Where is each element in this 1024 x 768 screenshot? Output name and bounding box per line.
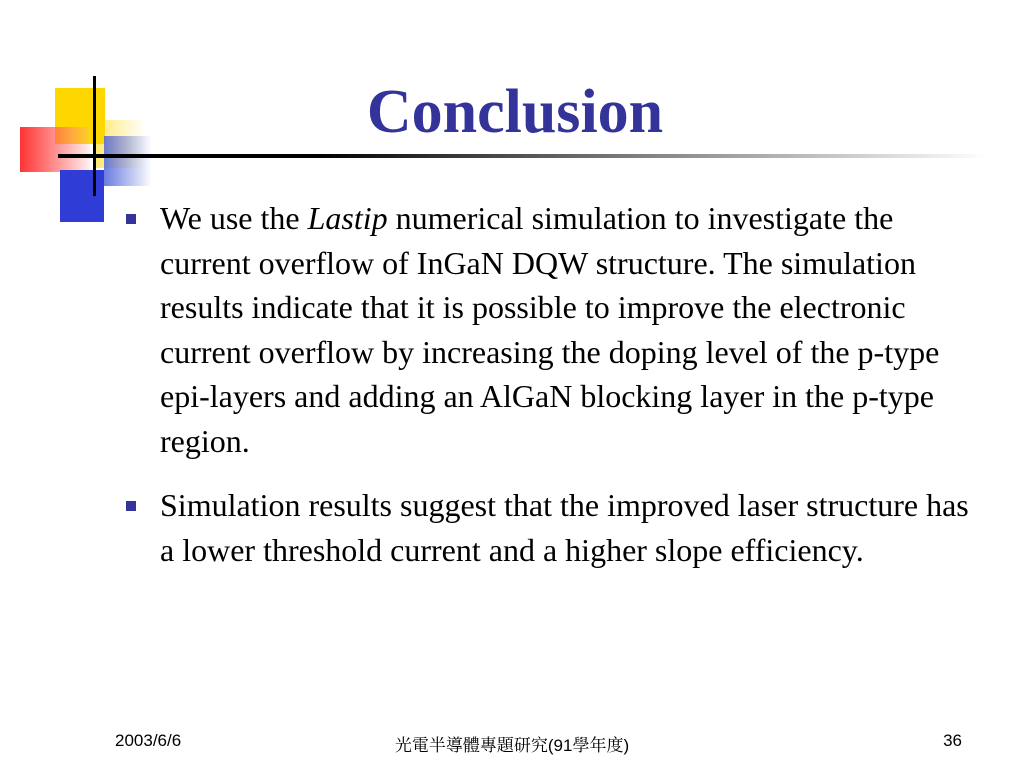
bullet-item-1 — [122, 196, 982, 463]
square-bullet-icon — [126, 501, 136, 511]
square-bullet-icon — [126, 214, 136, 224]
footer-title: 光電半導體專題研究(91學年度) — [394, 736, 630, 755]
decor-blue-square — [60, 170, 104, 222]
title-underline — [58, 154, 988, 158]
page-number: 36 — [943, 731, 962, 750]
bullet-1-text-start: We use the — [160, 200, 308, 236]
bullet-1-emphasis: Lastip — [307, 200, 388, 236]
slide-title: Conclusion — [366, 78, 664, 146]
bullet-1-text-end: numerical simulation to investigate the current overflow of InGaN DQW structure. The simulation results indicate that it is possible to improve the electronic current overflow by increasing the doping level of the p-type epi-layers and adding an AlGaN blocking layer in the p-type region. — [160, 200, 940, 459]
bullet-2-text: Simulation results suggest that the improved laser structure has a lower threshold current and a higher slope efficiency. — [160, 487, 969, 568]
bullet-list — [122, 196, 982, 572]
bullet-item-2 — [122, 483, 982, 572]
footer-date: 2003/6/6 — [115, 731, 182, 750]
